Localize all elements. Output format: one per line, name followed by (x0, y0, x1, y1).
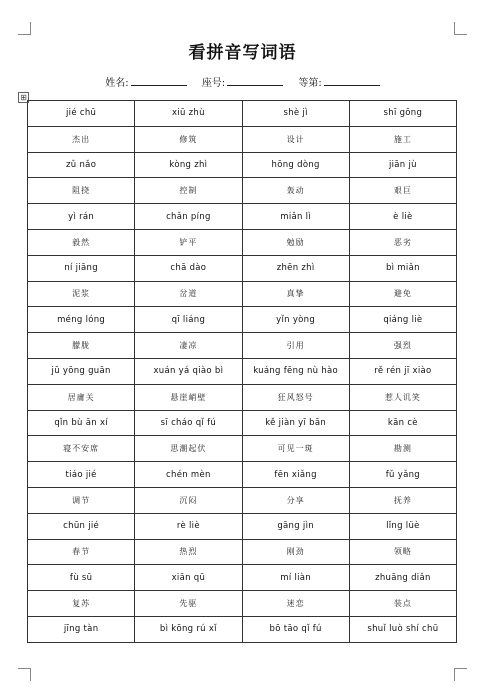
pinyin-cell: xiān qū (135, 565, 242, 591)
pinyin-cell: shī gōng (349, 101, 456, 127)
hanzi-row (28, 333, 457, 359)
hanzi-cell[interactable]: 施工 (349, 126, 456, 152)
pinyin-cell: bì miǎn (349, 255, 456, 281)
hanzi-row (28, 487, 457, 513)
pinyin-row (28, 565, 457, 591)
hanzi-cell[interactable]: 装点 (349, 591, 456, 617)
hanzi-row (28, 539, 457, 565)
pinyin-cell: qī liáng (135, 307, 242, 333)
seat-number-field (202, 74, 283, 89)
pinyin-cell: shuǐ luò shí chū (349, 616, 456, 642)
hanzi-row (28, 229, 457, 255)
pinyin-row (28, 358, 457, 384)
crop-mark-bottom-left (18, 668, 31, 681)
hanzi-cell[interactable]: 杰出 (28, 126, 135, 152)
hanzi-cell[interactable]: 先驱 (135, 591, 242, 617)
hanzi-cell[interactable]: 复苏 (28, 591, 135, 617)
pinyin-row (28, 101, 457, 127)
hanzi-row (28, 281, 457, 307)
hanzi-row (28, 591, 457, 617)
hanzi-cell[interactable]: 真挚 (242, 281, 349, 307)
hanzi-row (28, 126, 457, 152)
hanzi-cell[interactable]: 勘测 (349, 436, 456, 462)
grade-label: 等第: (298, 78, 322, 89)
hanzi-cell[interactable]: 设计 (242, 126, 349, 152)
crop-mark-top-left (18, 22, 31, 35)
pinyin-row (28, 152, 457, 178)
pinyin-cell: zǔ nǎo (28, 152, 135, 178)
hanzi-cell[interactable]: 调节 (28, 487, 135, 513)
hanzi-row (28, 384, 457, 410)
pinyin-row (28, 462, 457, 488)
pinyin-cell: fù sū (28, 565, 135, 591)
hanzi-row (28, 436, 457, 462)
pinyin-cell: rě rén jī xiào (349, 358, 456, 384)
pinyin-cell: xuán yá qiào bì (135, 358, 242, 384)
pinyin-cell: jīng tàn (28, 616, 135, 642)
hanzi-cell[interactable]: 泥浆 (28, 281, 135, 307)
pinyin-cell: tiáo jié (28, 462, 135, 488)
pinyin-cell: lǐng lüè (349, 513, 456, 539)
pinyin-cell: è liè (349, 204, 456, 230)
pinyin-row (28, 410, 457, 436)
pinyin-cell: gāng jìn (242, 513, 349, 539)
hanzi-cell[interactable]: 艰巨 (349, 178, 456, 204)
grade-field (298, 74, 379, 89)
hanzi-cell[interactable]: 毅然 (28, 229, 135, 255)
table-move-handle-icon[interactable]: ⊞ (18, 92, 29, 103)
hanzi-cell[interactable]: 沉闷 (135, 487, 242, 513)
pinyin-cell: rè liè (135, 513, 242, 539)
hanzi-cell[interactable]: 朦胧 (28, 333, 135, 359)
hanzi-cell[interactable]: 强烈 (349, 333, 456, 359)
hanzi-cell[interactable]: 悬崖峭壁 (135, 384, 242, 410)
pinyin-cell: jū yōng guān (28, 358, 135, 384)
hanzi-cell[interactable]: 铲平 (135, 229, 242, 255)
pinyin-cell: kě jiàn yī bān (242, 410, 349, 436)
pinyin-cell: xiū zhù (135, 101, 242, 127)
name-blank[interactable] (131, 76, 187, 86)
name-field (105, 74, 186, 89)
hanzi-cell[interactable]: 惹人讥笑 (349, 384, 456, 410)
pinyin-cell: yǐn yòng (242, 307, 349, 333)
seat-number-blank[interactable] (227, 76, 283, 86)
hanzi-cell[interactable]: 岔道 (135, 281, 242, 307)
pinyin-cell: qiáng liè (349, 307, 456, 333)
pinyin-row (28, 616, 457, 642)
pinyin-cell: kòng zhì (135, 152, 242, 178)
pinyin-cell: shè jì (242, 101, 349, 127)
pinyin-cell: ní jiāng (28, 255, 135, 281)
hanzi-cell[interactable]: 控制 (135, 178, 242, 204)
hanzi-cell[interactable]: 刚劲 (242, 539, 349, 565)
hanzi-cell[interactable]: 抚养 (349, 487, 456, 513)
hanzi-cell[interactable]: 迷恋 (242, 591, 349, 617)
hanzi-cell[interactable]: 修筑 (135, 126, 242, 152)
hanzi-cell[interactable]: 领略 (349, 539, 456, 565)
seat-number-label: 座号: (201, 78, 226, 89)
hanzi-cell[interactable]: 恶劣 (349, 229, 456, 255)
hanzi-row (28, 178, 457, 204)
hanzi-cell[interactable]: 狂风怒号 (242, 384, 349, 410)
pinyin-cell: zhēn zhì (242, 255, 349, 281)
hanzi-cell[interactable]: 轰动 (242, 178, 349, 204)
pinyin-cell: jié chū (28, 101, 135, 127)
hanzi-cell[interactable]: 凄凉 (135, 333, 242, 359)
hanzi-cell[interactable]: 阻挠 (28, 178, 135, 204)
pinyin-cell: kān cè (349, 410, 456, 436)
pinyin-cell: miǎn lì (242, 204, 349, 230)
pinyin-cell: chén mèn (135, 462, 242, 488)
hanzi-cell[interactable]: 寝不安席 (28, 436, 135, 462)
pinyin-cell: chǎn píng (135, 204, 242, 230)
page-title: 看拼音写词语 (188, 43, 297, 63)
pinyin-cell: fǔ yǎng (349, 462, 456, 488)
pinyin-cell: zhuāng diǎn (349, 565, 456, 591)
pinyin-cell: chā dào (135, 255, 242, 281)
pinyin-cell: fēn xiǎng (242, 462, 349, 488)
hanzi-cell[interactable]: 分享 (242, 487, 349, 513)
pinyin-cell: qǐn bù ān xí (28, 410, 135, 436)
pinyin-cell: kuáng fēng nù hào (242, 358, 349, 384)
pinyin-cell: jiān jù (349, 152, 456, 178)
name-label: 姓名: (105, 78, 129, 89)
hanzi-cell[interactable]: 引用 (242, 333, 349, 359)
hanzi-cell[interactable]: 居庸关 (28, 384, 135, 410)
student-info-row (0, 74, 485, 89)
vocabulary-table (27, 100, 457, 643)
pinyin-cell: bì kōng rú xǐ (135, 616, 242, 642)
pinyin-row (28, 255, 457, 281)
pinyin-cell: mí liàn (242, 565, 349, 591)
hanzi-cell[interactable]: 勉励 (242, 229, 349, 255)
hanzi-cell[interactable]: 思潮起伏 (135, 436, 242, 462)
crop-mark-bottom-right (454, 668, 467, 681)
pinyin-cell: méng lóng (28, 307, 135, 333)
pinyin-row (28, 513, 457, 539)
hanzi-cell[interactable]: 春节 (28, 539, 135, 565)
pinyin-cell: hōng dòng (242, 152, 349, 178)
crop-mark-top-right (454, 22, 467, 35)
pinyin-row (28, 204, 457, 230)
pinyin-cell: chūn jié (28, 513, 135, 539)
pinyin-cell: bō tāo qǐ fú (242, 616, 349, 642)
pinyin-row (28, 307, 457, 333)
grade-blank[interactable] (324, 76, 380, 86)
pinyin-cell: sī cháo qǐ fú (135, 410, 242, 436)
hanzi-cell[interactable]: 避免 (349, 281, 456, 307)
hanzi-cell[interactable]: 热烈 (135, 539, 242, 565)
hanzi-cell[interactable]: 可见一斑 (242, 436, 349, 462)
pinyin-cell: yì rán (28, 204, 135, 230)
